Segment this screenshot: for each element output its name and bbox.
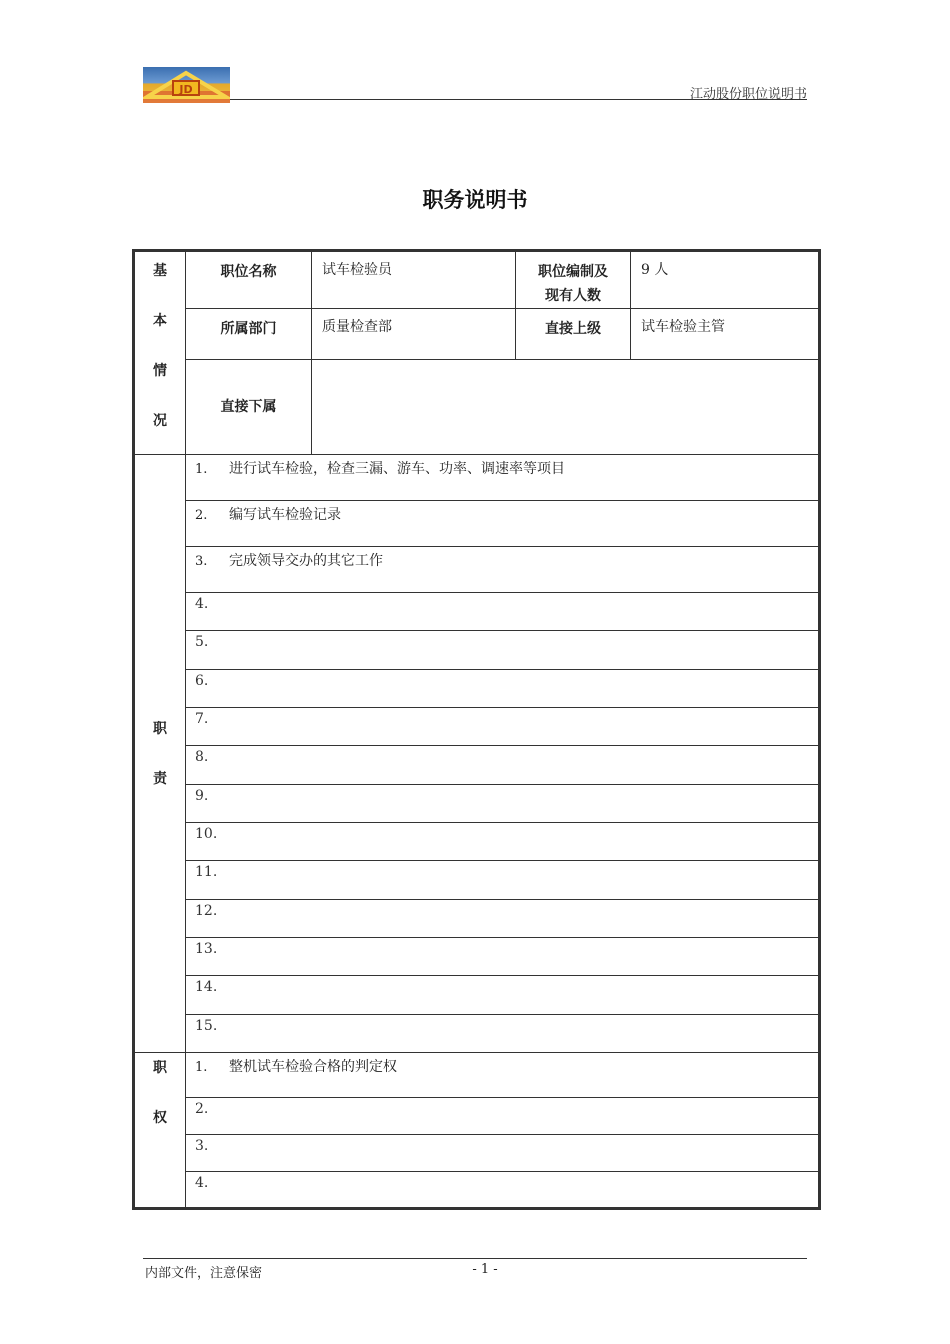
duty-item [186, 861, 820, 900]
duty-item [186, 708, 820, 746]
position-name-value: 试车检验员 [312, 251, 516, 309]
department-value: 质量检查部 [312, 309, 516, 360]
svg-text:JD: JD [179, 83, 193, 96]
duty-item [186, 785, 820, 823]
duty-number: 2. [195, 508, 208, 523]
duty-number: 13. [195, 941, 218, 957]
subordinates-value [312, 360, 820, 455]
duty-text: 进行试车检验，检查三漏、游车、功率、调速率等项目 [229, 461, 565, 477]
section-basic-char: 本 [153, 313, 167, 329]
duty-number: 5. [195, 634, 209, 650]
duty-number: 11. [195, 864, 218, 880]
company-logo [143, 67, 230, 103]
section-basic-info [134, 251, 186, 455]
authority-item [186, 1053, 820, 1098]
duty-number: 8. [195, 749, 209, 765]
section-duties-char: 责 [153, 770, 167, 787]
section-authority [134, 1053, 186, 1209]
supervisor-label: 直接上级 [516, 309, 631, 360]
job-description-table [132, 249, 821, 1210]
headcount-value: 9 人 [631, 251, 820, 309]
duty-item [186, 501, 820, 547]
department-label: 所属部门 [186, 309, 312, 360]
footer-divider [143, 1258, 807, 1259]
page-title: 职务说明书 [422, 188, 528, 212]
duty-item [186, 938, 820, 976]
duty-number: 15. [195, 1018, 218, 1034]
subordinates-label: 直接下属 [186, 360, 312, 455]
authority-item [186, 1135, 820, 1172]
section-basic-char: 况 [153, 413, 167, 429]
position-name-label: 职位名称 [186, 251, 312, 309]
duty-number: 9. [195, 788, 209, 804]
section-authority-char: 职 [153, 1060, 167, 1076]
logo-mark [143, 67, 230, 103]
duty-item [186, 1015, 820, 1053]
headcount-label: 职位编制及 现有人数 [516, 251, 631, 309]
authority-item [186, 1172, 820, 1209]
supervisor-value: 试车检验主管 [631, 309, 820, 360]
duty-item [186, 976, 820, 1015]
duty-text: 编写试车检验记录 [229, 507, 341, 523]
section-basic-char: 基 [153, 263, 167, 279]
section-basic-char: 情 [153, 363, 167, 379]
section-duties-char: 职 [153, 720, 167, 737]
duty-number: 1. [195, 462, 208, 477]
section-authority-char: 权 [153, 1110, 167, 1126]
duty-item [186, 900, 820, 938]
duty-item [186, 593, 820, 631]
authority-number: 2. [195, 1101, 209, 1117]
duty-number: 14. [195, 979, 218, 995]
duty-item [186, 631, 820, 670]
authority-number: 1. [195, 1060, 208, 1075]
duty-number: 4. [195, 596, 209, 612]
page-number: - 1 - [472, 1262, 498, 1277]
header-divider [230, 99, 807, 100]
duty-number: 12. [195, 903, 218, 919]
section-duties [134, 455, 186, 1053]
duty-item [186, 547, 820, 593]
authority-item [186, 1098, 820, 1135]
authority-number: 3. [195, 1138, 209, 1154]
confidential-note: 内部文件，注意保密 [145, 1266, 263, 1281]
authority-text: 整机试车检验合格的判定权 [229, 1059, 397, 1075]
duty-number: 7. [195, 711, 209, 727]
header-document-title: 江动股份职位说明书 [689, 87, 807, 102]
duty-item [186, 670, 820, 708]
duty-item [186, 746, 820, 785]
duty-number: 6. [195, 673, 209, 689]
authority-number: 4. [195, 1175, 209, 1191]
duty-number: 10. [195, 826, 218, 842]
duty-item [186, 455, 820, 501]
duty-text: 完成领导交办的其它工作 [229, 553, 383, 569]
duty-item [186, 823, 820, 861]
duty-number: 3. [195, 554, 208, 569]
